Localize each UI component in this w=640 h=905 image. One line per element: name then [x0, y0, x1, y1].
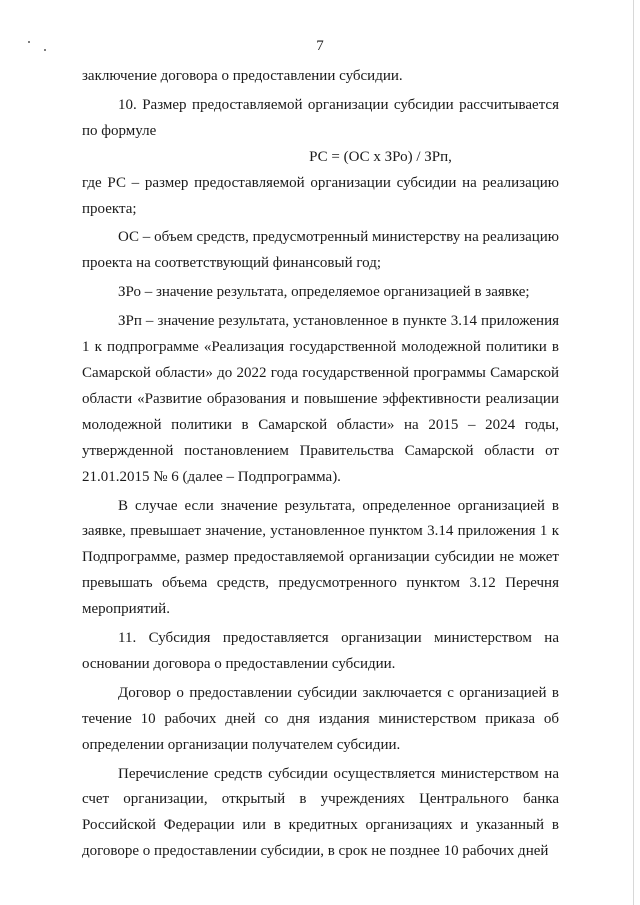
- paragraph: заключение договора о предоставлении субсидии.: [82, 68, 403, 84]
- paragraph: В случае если значение результата, определенное организацией в заявке, превышает значение, установленное пунктом 3.14 приложения 1 к Подпрограмме, размер предоставляемой организации субсидии не может превышать объема средств, предусмотренного пунктом 3.12 Перечня мероприятий.: [82, 497, 559, 618]
- paragraph: ЗРо – значение результата, определяемое организацией в заявке;: [118, 284, 530, 301]
- paragraph: 11. Субсидия предоставляется организации министерством на основании договора о предоставлении субсидии.: [82, 630, 559, 672]
- paragraph: Договор о предоставлении субсидии заключается с организацией в течение 10 рабочих дней со дня издания министерством приказа об определении организации получателем субсидии.: [82, 684, 559, 753]
- paragraph: 10. Размер предоставляемой организации субсидии рассчитывается по формуле: [82, 96, 559, 139]
- formula: РС = (ОС х ЗРо) / ЗРп,: [309, 148, 452, 165]
- document-body: [82, 64, 559, 865]
- paragraph: ЗРп – значение результата, установленное в пункте 3.14 приложения 1 к подпрограмме «Реализация государственной молодежной политики в Самарской области» до 2022 года государственной программы Самарской области «Развитие образования и повышение эффективности реализации молодежной политики в Самарской области» на 2015 – 2024 годы, утвержденной постановлением Правительства Самарской области от 21.01.2015 № 6 (далее – Подпрограмма).: [82, 313, 559, 485]
- paragraph: где РС – размер предоставляемой организации субсидии на реализацию проекта;: [82, 174, 559, 217]
- paragraph: Перечисление средств субсидии осуществляется министерством на счет организации, открытый в учреждениях Центрального банка Российской Федерации или в кредитных организациях и указанный в договоре о предоставлении субсидии, в срок не позднее 10 рабочих дней: [82, 765, 559, 860]
- scan-edge: [633, 0, 634, 905]
- paragraph: ОС – объем средств, предусмотренный министерству на реализацию проекта на соответствующий финансовый год;: [82, 229, 559, 272]
- page-number: 7: [316, 38, 324, 54]
